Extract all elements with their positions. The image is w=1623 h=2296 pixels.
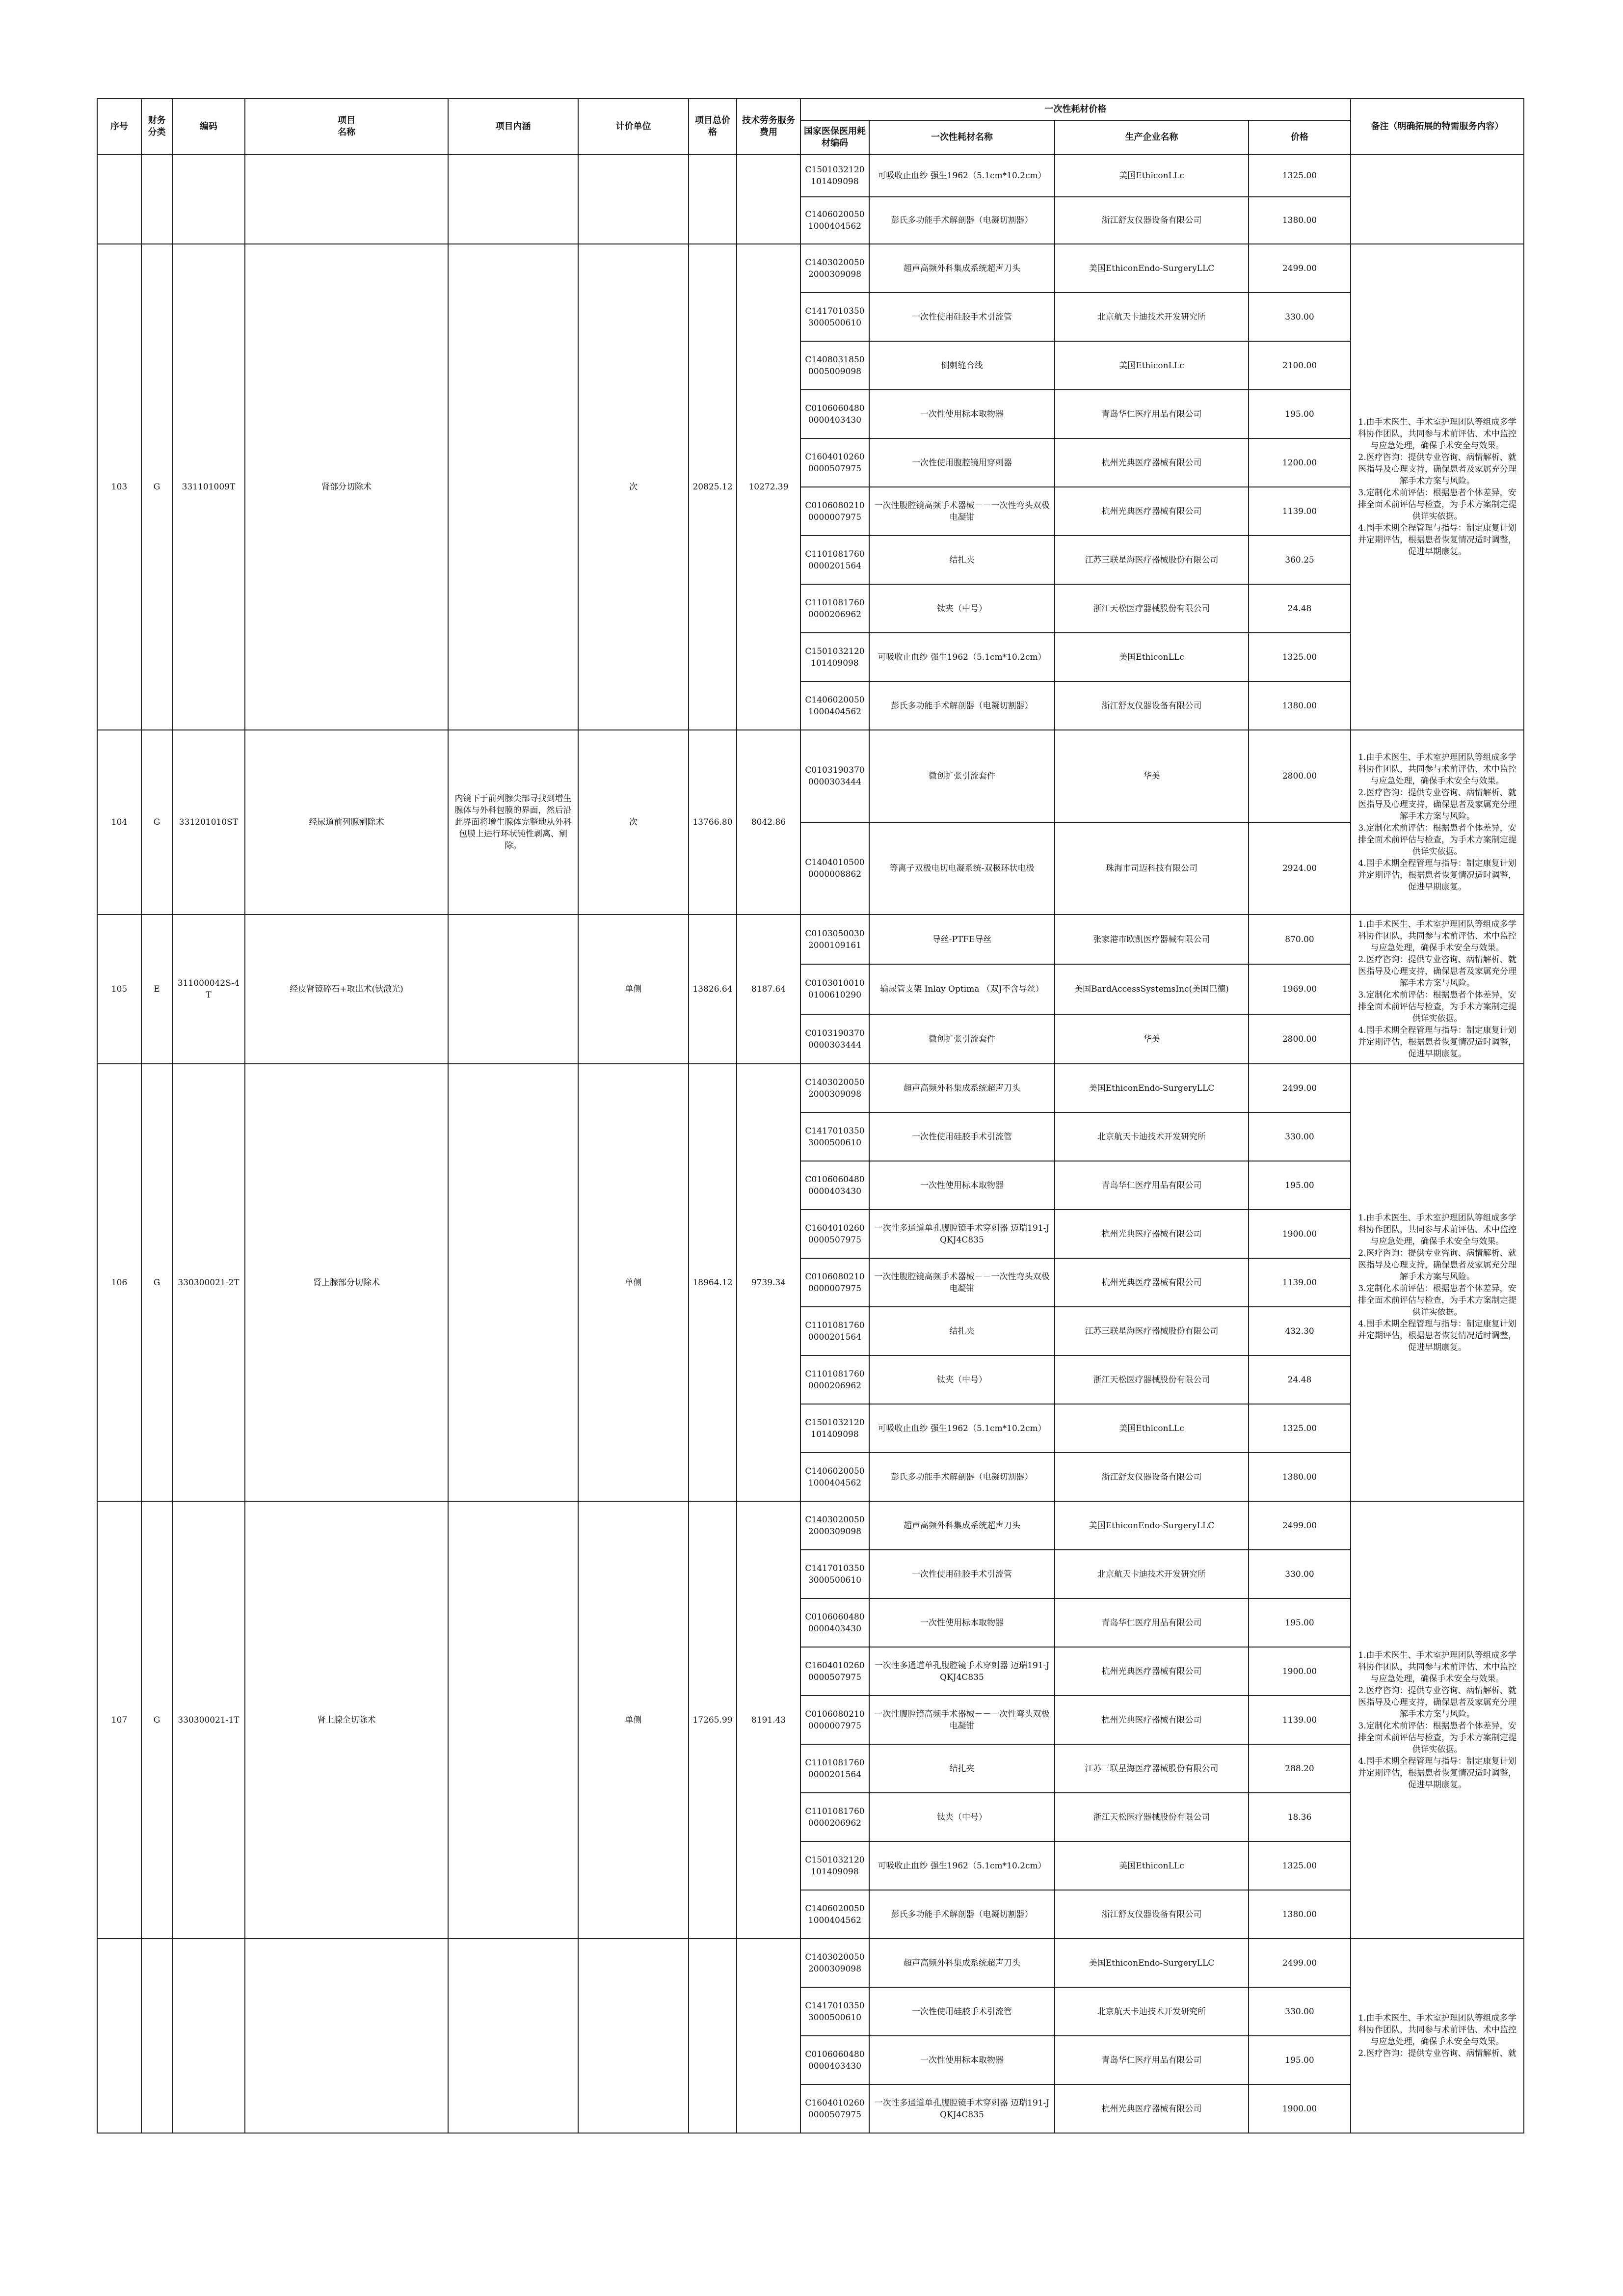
cell-nh-code: C11010817600000206962 — [800, 1355, 869, 1404]
cell-nh-code: C01060802100000007975 — [800, 1696, 869, 1744]
cell-price: 24.48 — [1249, 1355, 1351, 1404]
cell-unit: 单侧 — [578, 1501, 689, 1939]
header-total: 项目总价格 — [689, 99, 737, 155]
cell-price: 330.00 — [1249, 1987, 1351, 2036]
cell-content — [448, 155, 578, 244]
cell-nh-code: C14060200501000404562 — [800, 681, 869, 730]
cell-maker: 北京航天卡迪技术开发研究所 — [1055, 1550, 1249, 1598]
cell-consumable-name: 超声高频外科集成系统超声刀头 — [869, 1064, 1055, 1112]
cell-maker: 杭州光典医疗器械有限公司 — [1055, 487, 1249, 536]
cell-price: 432.30 — [1249, 1307, 1351, 1355]
cell-price: 1380.00 — [1249, 681, 1351, 730]
cell-maker: 青岛华仁医疗用品有限公司 — [1055, 1161, 1249, 1210]
cell-nh-code: C01030500302000109161 — [800, 915, 869, 964]
cell-consumable-name: 一次性多通道单孔腹腔镜手术穿刺器 迈瑞191-JQKJ4C835 — [869, 2084, 1055, 2133]
cell-fin: G — [141, 730, 172, 915]
cell-nh-code: C14060200501000404562 — [800, 197, 869, 244]
cell-price: 195.00 — [1249, 1161, 1351, 1210]
cell-price: 1325.00 — [1249, 1404, 1351, 1453]
cell-consumable-name: 微创扩张引流套件 — [869, 730, 1055, 822]
table-row — [97, 244, 1524, 293]
cell-nh-code: C01060604800000403430 — [800, 390, 869, 438]
cell-nh-code: C15010321201014090​98 — [800, 1404, 869, 1453]
cell-maker: 珠海市司迈科技有限公司 — [1055, 822, 1249, 915]
cell-nh-code: C01060604800000403430 — [800, 2036, 869, 2084]
cell-price: 1200.00 — [1249, 438, 1351, 487]
header-note: 备注（明确拓展的特需服务内容） — [1351, 99, 1524, 155]
table-body — [97, 155, 1524, 2133]
cell-nh-code: C11010817600000201564 — [800, 1744, 869, 1793]
cell-maker: 北京航天卡迪技术开发研究所 — [1055, 1112, 1249, 1161]
cell-price: 1969.00 — [1249, 964, 1351, 1014]
cell-consumable-name: 一次性腹腔镜高频手术器械－－一次性弯头双极电凝钳 — [869, 487, 1055, 536]
cell-maker: 江苏三联星海医疗器械股份有限公司 — [1055, 1307, 1249, 1355]
cell-name: 肾上腺全切除术 — [245, 1501, 448, 1939]
cell-seq: 105 — [97, 915, 141, 1064]
cell-fin: G — [141, 244, 172, 730]
cell-nh-code: C14060200501000404562 — [800, 1453, 869, 1501]
cell-price: 2924.00 — [1249, 822, 1351, 915]
cell-code: 330300021-1T — [172, 1501, 245, 1939]
cell-nh-code: C15010321201014090​98 — [800, 1841, 869, 1890]
cell-consumable-name: 可吸收止血纱 强生1962（5.1cm*10.2cm） — [869, 1404, 1055, 1453]
cell-name: 肾部分切除术 — [245, 244, 448, 730]
cell-maker: 浙江舒友仪器设备有限公司 — [1055, 197, 1249, 244]
cell-price: 1900.00 — [1249, 1210, 1351, 1258]
cell-maker: 杭州光典医疗器械有限公司 — [1055, 2084, 1249, 2133]
cell-price: 1325.00 — [1249, 1841, 1351, 1890]
cell-consumable-name: 超声高频外科集成系统超声刀头 — [869, 1939, 1055, 1987]
cell-code — [172, 1939, 245, 2133]
cell-consumable-name: 彭氏多功能手术解剖器（电凝切割器） — [869, 1453, 1055, 1501]
cell-price: 1139.00 — [1249, 1696, 1351, 1744]
cell-nh-code: C14030200502000309098 — [800, 1939, 869, 1987]
cell-consumable-name: 等离子双极电切电凝系统-双极环状电极 — [869, 822, 1055, 915]
cell-total — [689, 155, 737, 244]
cell-seq: 104 — [97, 730, 141, 915]
cell-total: 20825.12 — [689, 244, 737, 730]
cell-nh-code: C11010817600000201564 — [800, 1307, 869, 1355]
cell-consumable-name: 钛夹（中号） — [869, 584, 1055, 633]
cell-maker: 浙江舒友仪器设备有限公司 — [1055, 1890, 1249, 1939]
cell-maker: 张家港市欧凯医疗器械有限公司 — [1055, 915, 1249, 964]
cell-price: 330.00 — [1249, 293, 1351, 341]
cell-nh-code: C14030200502000309098 — [800, 1501, 869, 1550]
cell-price: 1325.00 — [1249, 155, 1351, 197]
cell-nh-code: C14080318500005009098 — [800, 341, 869, 390]
cell-nh-code: C14030200502000309098 — [800, 244, 869, 293]
cell-nh-code: C16040102600000507975 — [800, 1647, 869, 1696]
cell-fee: 9739.34 — [737, 1064, 800, 1501]
cell-unit — [578, 155, 689, 244]
cell-name: 经皮肾镜碎石+取出术(钬激光) — [245, 915, 448, 1064]
cell-consumable-name: 一次性使用硅胶手术引流管 — [869, 1550, 1055, 1598]
cell-maker: 北京航天卡迪技术开发研究所 — [1055, 293, 1249, 341]
cell-code — [172, 155, 245, 244]
cell-note: 1.由手术医生、手术室护理团队等组成多学科协作团队，共同参与术前评估、术中监控与应急处理，确保手术安全与效果。 2.医疗咨询：提供专业咨询、病情解析、就医指导及心理支持，确保患者及家属充分理解手术方案与风险。 3.定制化术前评估：根据患者个体差异，安排全面术前评估与检查，为手术方案制定提供详实依据。 4.围手术期全程管理与指导：制定康复计划并定期评估，根据患者恢复情况适时调整，促进早期康复。 — [1351, 730, 1524, 915]
table-row — [97, 155, 1524, 197]
cell-seq: 103 — [97, 244, 141, 730]
cell-price: 1139.00 — [1249, 487, 1351, 536]
cell-maker: 杭州光典医疗器械有限公司 — [1055, 1210, 1249, 1258]
cell-price: 24.48 — [1249, 584, 1351, 633]
cell-consumable-name: 倒刺缝合线 — [869, 341, 1055, 390]
cell-consumable-name: 输尿管支架 Inlay Optima （双J不含导丝） — [869, 964, 1055, 1014]
cell-consumable-name: 一次性使用标本取物器 — [869, 1161, 1055, 1210]
header-fee: 技术劳务服务费用 — [737, 99, 800, 155]
cell-maker: 江苏三联星海医疗器械股份有限公司 — [1055, 1744, 1249, 1793]
cell-nh-code: C14170103503000500610 — [800, 1987, 869, 2036]
cell-price: 2100.00 — [1249, 341, 1351, 390]
cell-price: 2800.00 — [1249, 730, 1351, 822]
cell-nh-code: C11010817600000206962 — [800, 1793, 869, 1841]
header-fin: 财务分类 — [141, 99, 172, 155]
price-table — [97, 98, 1524, 2134]
cell-price: 2499.00 — [1249, 1501, 1351, 1550]
cell-nh-code: C14030200502000309098 — [800, 1064, 869, 1112]
cell-maker: 美国EthiconEndo-SurgeryLLC — [1055, 1064, 1249, 1112]
cell-price: 1380.00 — [1249, 197, 1351, 244]
cell-fin — [141, 1939, 172, 2133]
cell-total: 18964.12 — [689, 1064, 737, 1501]
cell-consumable-name: 结扎夹 — [869, 1744, 1055, 1793]
cell-maker: 北京航天卡迪技术开发研究所 — [1055, 1987, 1249, 2036]
cell-nh-code: C11010817600000206962 — [800, 584, 869, 633]
cell-nh-code: C14170103503000500610 — [800, 293, 869, 341]
cell-consumable-name: 一次性使用标本取物器 — [869, 390, 1055, 438]
cell-nh-code: C14060200501000404562 — [800, 1890, 869, 1939]
cell-price: 2499.00 — [1249, 244, 1351, 293]
cell-consumable-name: 一次性使用硅胶手术引流管 — [869, 1987, 1055, 2036]
cell-content — [448, 915, 578, 1064]
cell-maker: 青岛华仁医疗用品有限公司 — [1055, 2036, 1249, 2084]
header-nh-code: 国家医保医用耗材编码 — [800, 120, 869, 155]
cell-maker: 浙江天松医疗器械股份有限公司 — [1055, 584, 1249, 633]
cell-price: 195.00 — [1249, 390, 1351, 438]
cell-code: 330300021-2T — [172, 1064, 245, 1501]
cell-maker: 浙江天松医疗器械股份有限公司 — [1055, 1355, 1249, 1404]
cell-fin: G — [141, 1064, 172, 1501]
header-name: 项目 名称 — [245, 99, 448, 155]
cell-maker: 青岛华仁医疗用品有限公司 — [1055, 390, 1249, 438]
cell-price: 2499.00 — [1249, 1064, 1351, 1112]
table-row — [97, 1501, 1524, 1550]
cell-consumable-name: 钛夹（中号） — [869, 1793, 1055, 1841]
cell-code: 331101009T — [172, 244, 245, 730]
cell-price: 1900.00 — [1249, 1647, 1351, 1696]
cell-maker: 华美 — [1055, 1014, 1249, 1064]
cell-nh-code: C01060802100000007975 — [800, 1258, 869, 1307]
cell-maker: 浙江舒友仪器设备有限公司 — [1055, 681, 1249, 730]
cell-content: 内镜下于前列腺尖部寻找到增生腺体与外科包膜的界面，然后沿此界面将增生腺体完整地从外科包膜上进行环状钝性剥离、剜除。 — [448, 730, 578, 915]
cell-nh-code: C01060604800000403430 — [800, 1161, 869, 1210]
header-code: 编码 — [172, 99, 245, 155]
cell-consumable-name: 彭氏多功能手术解剖器（电凝切割器） — [869, 1890, 1055, 1939]
cell-fee — [737, 155, 800, 244]
cell-consumable-name: 结扎夹 — [869, 1307, 1055, 1355]
cell-content — [448, 244, 578, 730]
header-unit: 计价单位 — [578, 99, 689, 155]
cell-nh-code: C01031903700000303444 — [800, 730, 869, 822]
header-consumable-name: 一次性耗材名称 — [869, 120, 1055, 155]
cell-consumable-name: 可吸收止血纱 强生1962（5.1cm*10.2cm） — [869, 1841, 1055, 1890]
cell-maker: 美国EthiconEndo-SurgeryLLC — [1055, 244, 1249, 293]
cell-fin: G — [141, 1501, 172, 1939]
cell-content — [448, 1939, 578, 2133]
cell-nh-code: C01060802100000007975 — [800, 487, 869, 536]
table-row — [97, 1064, 1524, 1112]
cell-nh-code: C16040102600000507975 — [800, 438, 869, 487]
cell-consumable-name: 一次性使用硅胶手术引流管 — [869, 1112, 1055, 1161]
header-seq: 序号 — [97, 99, 141, 155]
cell-maker: 杭州光典医疗器械有限公司 — [1055, 1647, 1249, 1696]
cell-consumable-name: 超声高频外科集成系统超声刀头 — [869, 1501, 1055, 1550]
cell-note: 1.由手术医生、手术室护理团队等组成多学科协作团队，共同参与术前评估、术中监控与应急处理，确保手术安全与效果。 2.医疗咨询：提供专业咨询、病情解析、就医指导及心理支持，确保患者及家属充分理解手术方案与风险。 3.定制化术前评估：根据患者个体差异，安排全面术前评估与检查，为手术方案制定提供详实依据。 4.围手术期全程管理与指导：制定康复计划并定期评估，根据患者恢复情况适时调整，促进早期康复。 — [1351, 244, 1524, 730]
cell-content — [448, 1064, 578, 1501]
cell-maker: 美国EthiconLLc — [1055, 155, 1249, 197]
cell-nh-code: C11010817600000201564 — [800, 536, 869, 584]
cell-consumable-name: 可吸收止血纱 强生1962（5.1cm*10.2cm） — [869, 155, 1055, 197]
cell-consumable-name: 结扎夹 — [869, 536, 1055, 584]
cell-nh-code: C14040105000000008862 — [800, 822, 869, 915]
cell-name: 肾上腺部分切除术 — [245, 1064, 448, 1501]
cell-consumable-name: 一次性腹腔镜高频手术器械－－一次性弯头双极电凝钳 — [869, 1696, 1055, 1744]
cell-unit: 单侧 — [578, 915, 689, 1064]
header-maker: 生产企业名称 — [1055, 120, 1249, 155]
cell-price: 360.25 — [1249, 536, 1351, 584]
cell-fee — [737, 1939, 800, 2133]
document-page — [97, 98, 1523, 2134]
cell-consumable-name: 一次性使用标本取物器 — [869, 1598, 1055, 1647]
cell-consumable-name: 一次性使用标本取物器 — [869, 2036, 1055, 2084]
header-content: 项目内涵 — [448, 99, 578, 155]
cell-name — [245, 155, 448, 244]
cell-nh-code: C01031903700000303444 — [800, 1014, 869, 1064]
cell-price: 1380.00 — [1249, 1453, 1351, 1501]
cell-unit: 次 — [578, 730, 689, 915]
cell-fee: 8042.86 — [737, 730, 800, 915]
cell-price: 330.00 — [1249, 1550, 1351, 1598]
cell-name — [245, 1939, 448, 2133]
cell-note: 1.由手术医生、手术室护理团队等组成多学科协作团队，共同参与术前评估、术中监控与应急处理，确保手术安全与效果。 2.医疗咨询：提供专业咨询、病情解析、就医指导及心理支持，确保患者及家属充分理解手术方案与风险。 3.定制化术前评估：根据患者个体差异，安排全面术前评估与检查，为手术方案制定提供详实依据。 4.围手术期全程管理与指导：制定康复计划并定期评估，根据患者恢复情况适时调整，促进早期康复。 — [1351, 1501, 1524, 1939]
cell-code: 311000042S-4T — [172, 915, 245, 1064]
cell-maker: 杭州光典医疗器械有限公司 — [1055, 1258, 1249, 1307]
cell-consumable-name: 一次性使用硅胶手术引流管 — [869, 293, 1055, 341]
table-row — [97, 915, 1524, 964]
cell-fee: 8191.43 — [737, 1501, 800, 1939]
cell-nh-code: C01060604800000403430 — [800, 1598, 869, 1647]
cell-seq: 106 — [97, 1064, 141, 1501]
cell-consumable-name: 微创扩张引流套件 — [869, 1014, 1055, 1064]
cell-consumable-name: 导丝-PTFE导丝 — [869, 915, 1055, 964]
cell-note — [1351, 155, 1524, 244]
cell-maker: 杭州光典医疗器械有限公司 — [1055, 1696, 1249, 1744]
cell-consumable-name: 可吸收止血纱 强生1962（5.1cm*10.2cm） — [869, 633, 1055, 681]
cell-consumable-name: 一次性使用腹腔镜用穿刺器 — [869, 438, 1055, 487]
cell-price: 195.00 — [1249, 2036, 1351, 2084]
cell-seq: 107 — [97, 1501, 141, 1939]
cell-nh-code: C14170103503000500610 — [800, 1112, 869, 1161]
cell-price: 1900.00 — [1249, 2084, 1351, 2133]
cell-price: 1380.00 — [1249, 1890, 1351, 1939]
cell-price: 1325.00 — [1249, 633, 1351, 681]
cell-nh-code: C01030100100100610290 — [800, 964, 869, 1014]
cell-unit: 单侧 — [578, 1064, 689, 1501]
cell-price: 288.20 — [1249, 1744, 1351, 1793]
cell-nh-code: C16040102600000507975 — [800, 1210, 869, 1258]
cell-maker: 美国EthiconLLc — [1055, 1841, 1249, 1890]
cell-seq — [97, 1939, 141, 2133]
cell-unit: 次 — [578, 244, 689, 730]
cell-nh-code: C14170103503000500610 — [800, 1550, 869, 1598]
cell-consumable-name: 彭氏多功能手术解剖器（电凝切割器） — [869, 681, 1055, 730]
cell-note: 1.由手术医生、手术室护理团队等组成多学科协作团队，共同参与术前评估、术中监控与应急处理，确保手术安全与效果。 2.医疗咨询：提供专业咨询、病情解析、就医指导及心理支持，确保患者及家属充分理解手术方案与风险。 3.定制化术前评估：根据患者个体差异，安排全面术前评估与检查，为手术方案制定提供详实依据。 4.围手术期全程管理与指导：制定康复计划并定期评估，根据患者恢复情况适时调整，促进早期康复。 — [1351, 1064, 1524, 1501]
cell-content — [448, 1501, 578, 1939]
header-price: 价格 — [1249, 120, 1351, 155]
cell-price: 18.36 — [1249, 1793, 1351, 1841]
cell-code: 331201010ST — [172, 730, 245, 915]
cell-maker: 浙江天松医疗器械股份有限公司 — [1055, 1793, 1249, 1841]
cell-maker: 美国EthiconEndo-SurgeryLLC — [1055, 1939, 1249, 1987]
cell-note: 1.由手术医生、手术室护理团队等组成多学科协作团队，共同参与术前评估、术中监控与应急处理，确保手术安全与效果。 2.医疗咨询：提供专业咨询、病情解析、就医指导及心理支持，确保患者及家属充分理解手术方案与风险。 3.定制化术前评估：根据患者个体差异，安排全面术前评估与检查，为手术方案制定提供详实依据。 4.围手术期全程管理与指导：制定康复计划并定期评估，根据患者恢复情况适时调整，促进早期康复。 — [1351, 915, 1524, 1064]
cell-seq — [97, 155, 141, 244]
cell-total — [689, 1939, 737, 2133]
cell-name: 经尿道前列腺剜除术 — [245, 730, 448, 915]
table-row — [97, 730, 1524, 822]
cell-unit — [578, 1939, 689, 2133]
cell-consumable-name: 一次性多通道单孔腹腔镜手术穿刺器 迈瑞191-JQKJ4C835 — [869, 1647, 1055, 1696]
cell-maker: 美国BardAccessSystemsInc(美国巴德) — [1055, 964, 1249, 1014]
cell-nh-code: C15010321201014090​98 — [800, 155, 869, 197]
cell-maker: 美国EthiconLLc — [1055, 633, 1249, 681]
cell-maker: 杭州光典医疗器械有限公司 — [1055, 438, 1249, 487]
cell-consumable-name: 一次性腹腔镜高频手术器械－－一次性弯头双极电凝钳 — [869, 1258, 1055, 1307]
cell-maker: 美国EthiconLLc — [1055, 1404, 1249, 1453]
cell-price: 330.00 — [1249, 1112, 1351, 1161]
cell-total: 17265.99 — [689, 1501, 737, 1939]
cell-price: 2499.00 — [1249, 1939, 1351, 1987]
cell-consumable-name: 一次性多通道单孔腹腔镜手术穿刺器 迈瑞191-JQKJ4C835 — [869, 1210, 1055, 1258]
cell-fee: 8187.64 — [737, 915, 800, 1064]
cell-maker: 美国EthiconEndo-SurgeryLLC — [1055, 1501, 1249, 1550]
cell-total: 13766.80 — [689, 730, 737, 915]
table-row — [97, 1939, 1524, 1987]
cell-nh-code: C16040102600000507975 — [800, 2084, 869, 2133]
cell-price: 870.00 — [1249, 915, 1351, 964]
cell-consumable-name: 彭氏多功能手术解剖器（电凝切割器） — [869, 197, 1055, 244]
cell-fin — [141, 155, 172, 244]
cell-consumable-name: 超声高频外科集成系统超声刀头 — [869, 244, 1055, 293]
cell-total: 13826.64 — [689, 915, 737, 1064]
cell-fin: E — [141, 915, 172, 1064]
header-consumables-group: 一次性耗材价格 — [800, 99, 1351, 120]
cell-fee: 10272.39 — [737, 244, 800, 730]
cell-note: 1.由手术医生、手术室护理团队等组成多学科协作团队，共同参与术前评估、术中监控与应急处理，确保手术安全与效果。 2.医疗咨询：提供专业咨询、病情解析、就 — [1351, 1939, 1524, 2133]
cell-price: 195.00 — [1249, 1598, 1351, 1647]
cell-maker: 华美 — [1055, 730, 1249, 822]
cell-price: 1139.00 — [1249, 1258, 1351, 1307]
cell-maker: 江苏三联星海医疗器械股份有限公司 — [1055, 536, 1249, 584]
cell-nh-code: C15010321201014090​98 — [800, 633, 869, 681]
cell-consumable-name: 钛夹（中号） — [869, 1355, 1055, 1404]
cell-maker: 青岛华仁医疗用品有限公司 — [1055, 1598, 1249, 1647]
cell-price: 2800.00 — [1249, 1014, 1351, 1064]
cell-maker: 浙江舒友仪器设备有限公司 — [1055, 1453, 1249, 1501]
cell-maker: 美国EthiconLLc — [1055, 341, 1249, 390]
